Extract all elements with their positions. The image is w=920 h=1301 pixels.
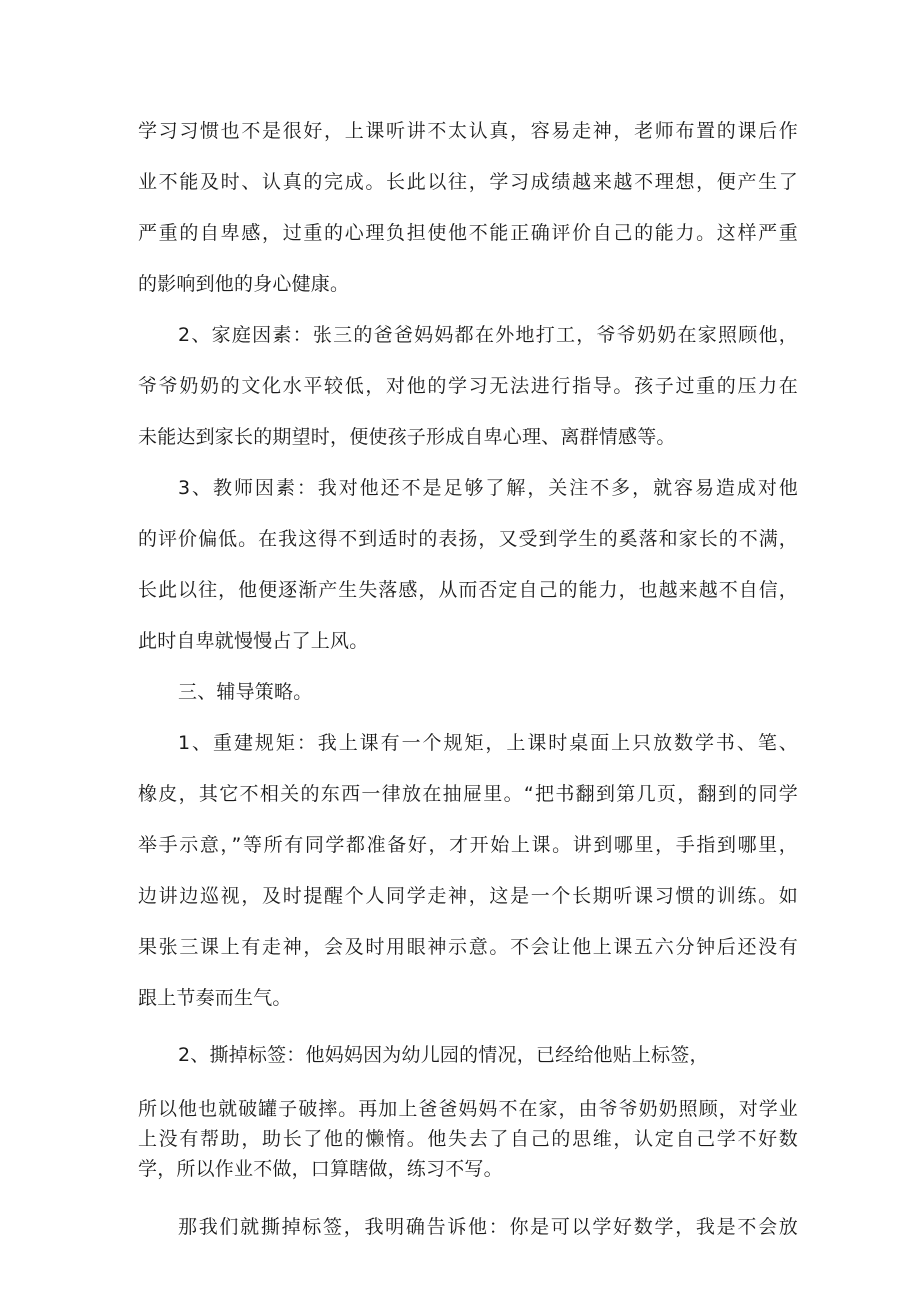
text-line: 此时自卑就慢慢占了上风。 bbox=[138, 630, 369, 652]
text-line: 严重的自卑感，过重的心理负担使他不能正确评价自己的能力。这样严重 bbox=[138, 222, 798, 244]
text-line: 橡皮，其它不相关的东西一律放在抽屉里。“把书翻到第几页，翻到的同学 bbox=[138, 783, 798, 805]
text-line: 业不能及时、认真的完成。长此以往，学习成绩越来越不理想，便产生了 bbox=[138, 171, 798, 193]
text-line: 跟上节奏而生气。 bbox=[138, 987, 292, 1009]
text-line: 长此以往，他便逐渐产生失落感，从而否定自己的能力，也越来越不自信， bbox=[138, 579, 798, 601]
text-line: 所以他也就破罐子破摔。再加上爸爸妈妈不在家，由爷爷奶奶照顾，对学业 bbox=[138, 1098, 798, 1120]
text-line: 学习习惯也不是很好，上课听讲不太认真，容易走神，老师布置的课后作 bbox=[138, 120, 798, 142]
text-line: 果张三课上有走神，会及时用眼神示意。不会让他上课五六分钟后还没有 bbox=[138, 936, 798, 958]
text-line: 未能达到家长的期望时，便使孩子形成自卑心理、离群情感等。 bbox=[138, 426, 676, 448]
text-line: 那我们就撕掉标签，我明确告诉他：你是可以学好数学，我是不会放 bbox=[178, 1216, 798, 1238]
text-line: 的影响到他的身心健康。 bbox=[138, 273, 350, 295]
section-heading: 三、辅导策略。 bbox=[178, 681, 313, 703]
text-line: 的评价偏低。在我这得不到适时的表扬，又受到学生的奚落和家长的不满， bbox=[138, 528, 798, 550]
text-line: 2、撕掉标签：他妈妈因为幼儿园的情况，已经给他贴上标签， bbox=[178, 1044, 709, 1066]
text-line: 学，所以作业不做，口算瞎做，练习不写。 bbox=[138, 1158, 503, 1180]
text-line: 上没有帮助，助长了他的懒惰。他失去了自己的思维，认定自己学不好数 bbox=[138, 1128, 798, 1150]
text-line: 2、家庭因素：张三的爸爸妈妈都在外地打工，爷爷奶奶在家照顾他， bbox=[178, 324, 798, 346]
text-line: 边讲边巡视，及时提醒个人同学走神，这是一个长期听课习惯的训练。如 bbox=[138, 885, 798, 907]
text-line: 举手示意，”等所有同学都准备好，才开始上课。讲到哪里，手指到哪里， bbox=[138, 834, 798, 856]
text-line: 爷爷奶奶的文化水平较低，对他的学习无法进行指导。孩子过重的压力在 bbox=[138, 375, 798, 397]
text-line: 3、教师因素：我对他还不是足够了解，关注不多，就容易造成对他 bbox=[178, 477, 798, 499]
text-line: 1、重建规矩：我上课有一个规矩，上课时桌面上只放数学书、笔、 bbox=[178, 732, 798, 754]
